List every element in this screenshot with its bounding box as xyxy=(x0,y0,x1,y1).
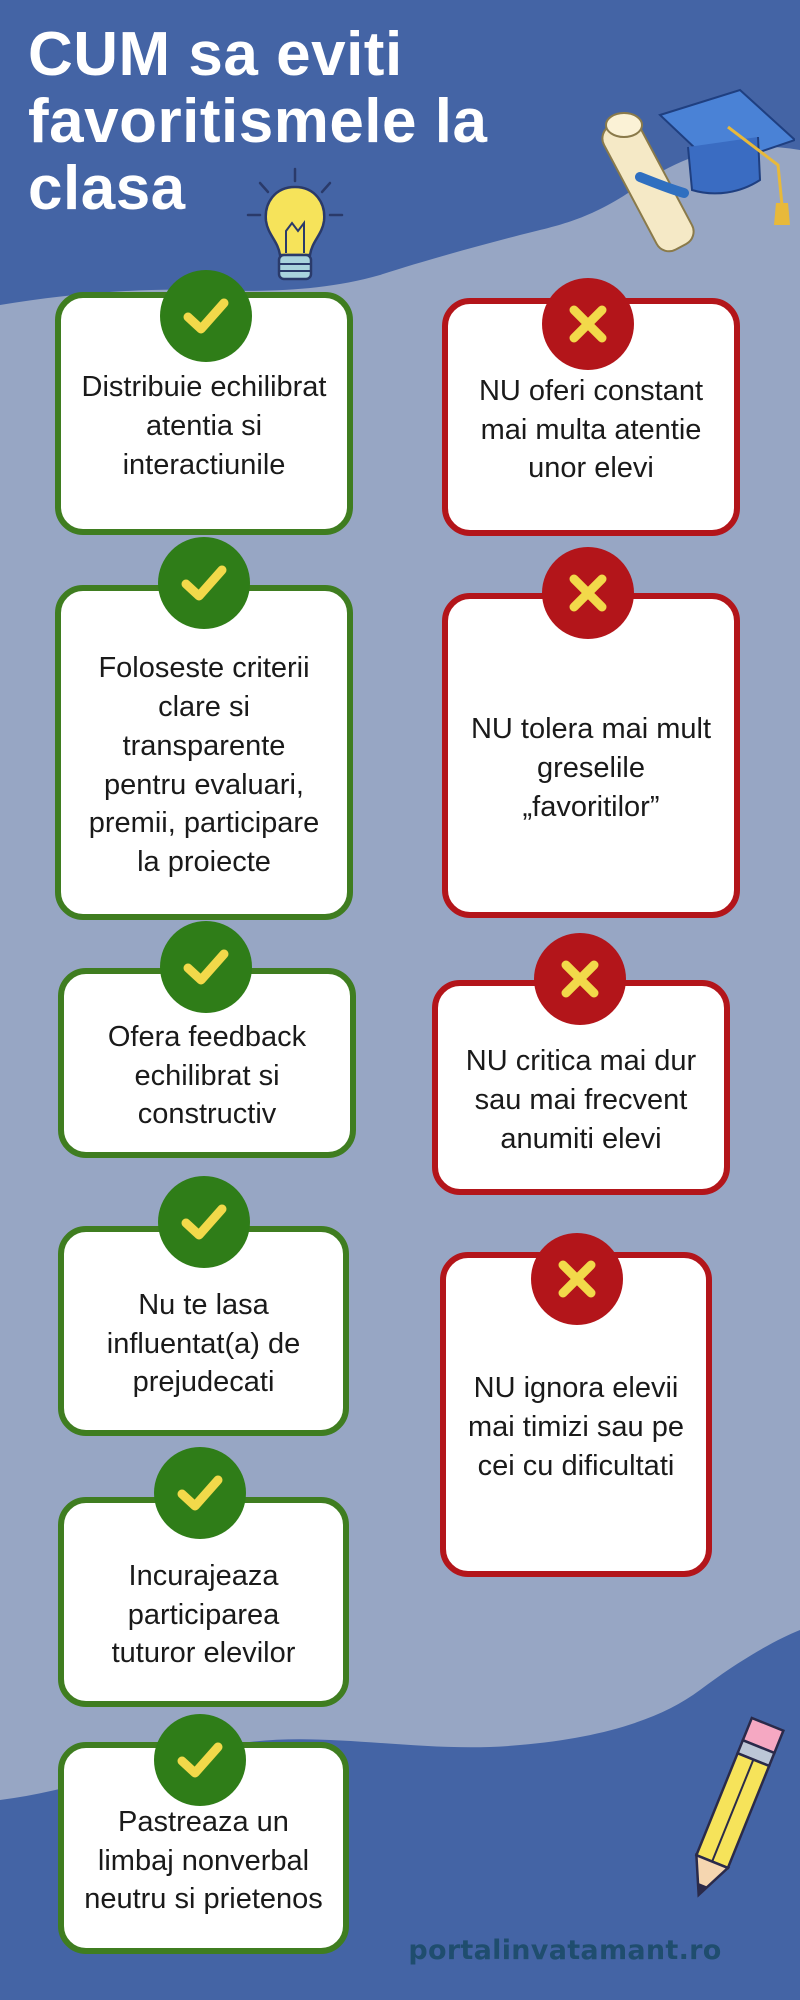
check-icon xyxy=(176,1194,232,1250)
do-card-text: Incurajeaza participarea tuturor elevilor xyxy=(111,1559,296,1670)
check-badge xyxy=(160,921,252,1013)
dont-card-text: NU ignora elevii mai timizi sau pe cei cu dificultati xyxy=(468,1372,684,1482)
check-icon xyxy=(172,1465,228,1521)
light-bulb-icon xyxy=(240,165,350,295)
dont-card-text: NU critica mai dur sau mai frecvent anumiti elevi xyxy=(465,1045,697,1155)
do-card xyxy=(55,585,353,920)
cross-icon xyxy=(560,565,616,621)
do-card-text: Foloseste criterii clare si transparente pentru evaluari, premii, participare la proiecte xyxy=(88,651,320,879)
cross-icon xyxy=(549,1251,605,1307)
check-icon xyxy=(178,939,234,995)
footer-brand: portalinvatamant.ro xyxy=(408,1935,722,1966)
cross-badge xyxy=(542,278,634,370)
title-line-3: clasa xyxy=(28,153,186,223)
check-badge xyxy=(158,1176,250,1268)
dont-card-text: NU tolera mai mult greselile „favoritilor” xyxy=(470,713,712,823)
cross-icon xyxy=(552,951,608,1007)
cross-icon xyxy=(560,296,616,352)
check-badge xyxy=(158,537,250,629)
dont-card xyxy=(442,593,740,918)
title-line-1: CUM sa eviti xyxy=(28,20,403,89)
pencil-icon xyxy=(680,1700,790,1910)
dont-card-text: NU oferi constant mai multa atentie unor elevi xyxy=(478,374,704,485)
check-badge xyxy=(154,1714,246,1806)
do-card-text: Pastreaza un limbaj nonverbal neutru si prietenos xyxy=(84,1805,323,1916)
title-line-2: favoritismele la xyxy=(28,86,488,156)
check-icon xyxy=(172,1732,228,1788)
cross-badge xyxy=(542,547,634,639)
check-icon xyxy=(178,288,234,344)
do-card-text: Distribuie echilibrat atentia si interactiunile xyxy=(81,371,327,481)
check-icon xyxy=(176,555,232,611)
do-card-text: Ofera feedback echilibrat si constructiv xyxy=(107,1020,307,1131)
do-card-text: Nu te lasa influentat(a) de prejudecati xyxy=(106,1288,301,1399)
check-badge xyxy=(154,1447,246,1539)
check-badge xyxy=(160,270,252,362)
graduation-cap-icon xyxy=(600,85,795,260)
cross-badge xyxy=(531,1233,623,1325)
cross-badge xyxy=(534,933,626,1025)
